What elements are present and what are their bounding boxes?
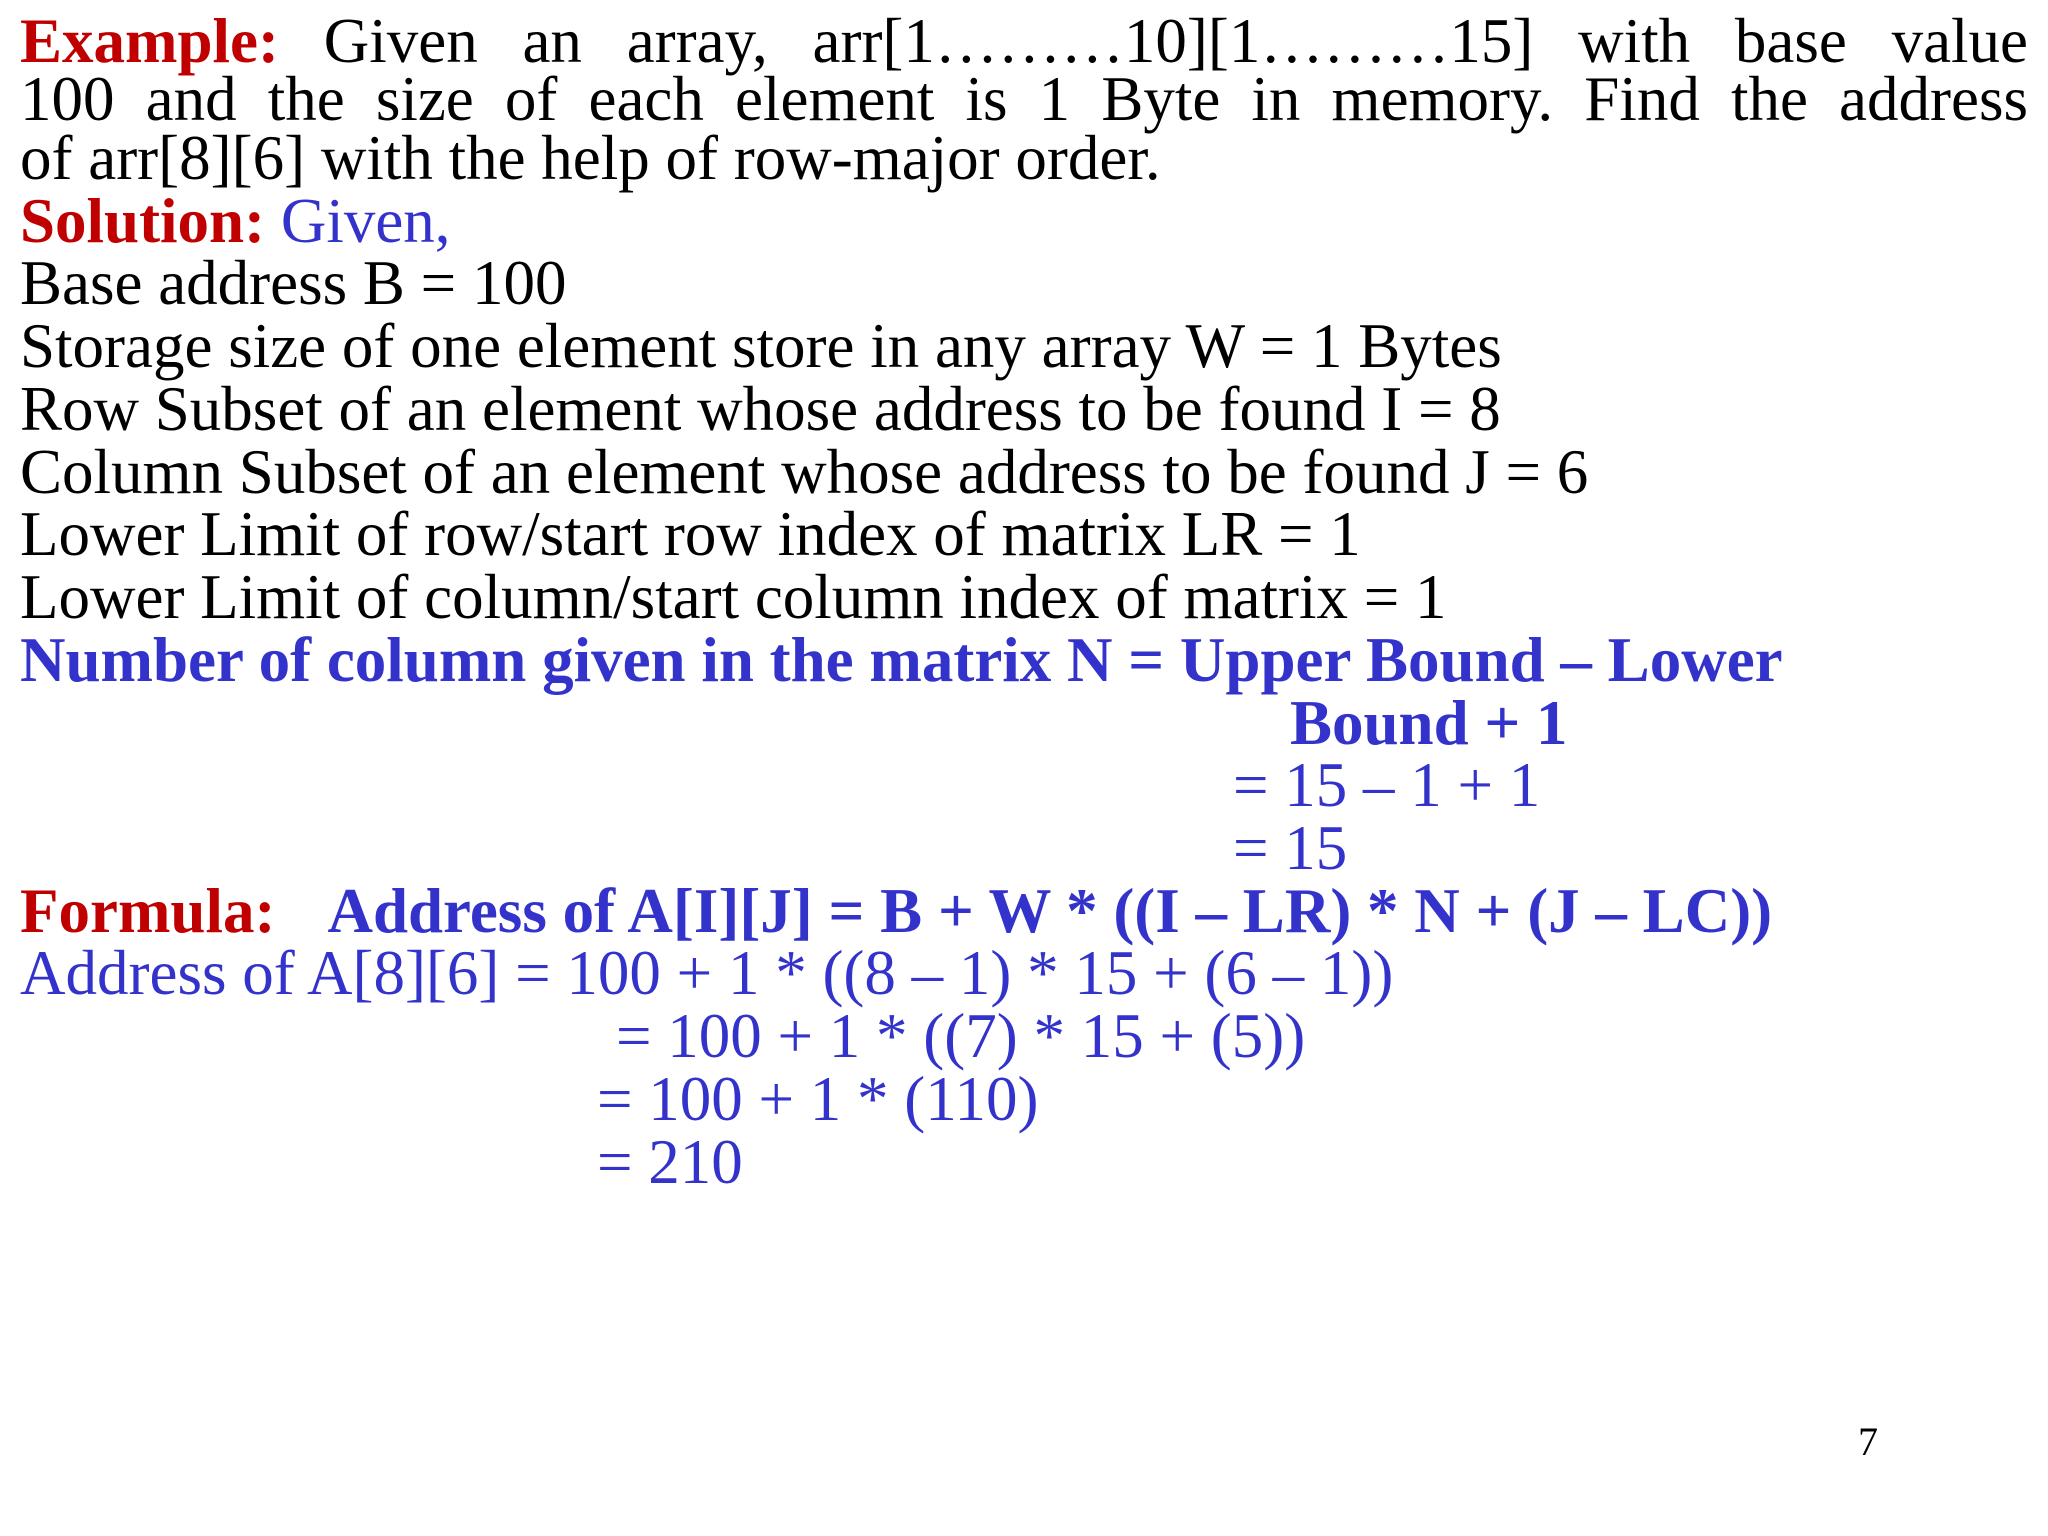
- given-base-address: Base address B = 100: [20, 248, 567, 318]
- solution-given: Given,: [280, 186, 451, 256]
- solution-heading: [20, 186, 451, 256]
- example-line-2: 100 and the size of each element is 1 Byte in memory. Find the address: [20, 64, 2028, 134]
- formula-label: Formula:: [20, 876, 276, 946]
- given-storage-size: Storage size of one element store in any array W = 1 Bytes: [20, 311, 1502, 381]
- example-label: Example:: [20, 6, 279, 76]
- calculation-line-1: Address of A[8][6] = 100 + 1 * ((8 – 1) * 15 + (6 – 1)): [20, 938, 1394, 1008]
- columns-definition-cont: Bound + 1: [1290, 688, 1568, 758]
- solution-label: Solution:: [20, 186, 266, 256]
- columns-definition: Number of column given in the matrix N = Upper Bound – Lower: [20, 625, 1783, 695]
- given-lower-limit-row: Lower Limit of row/start row index of matrix LR = 1: [20, 499, 1361, 569]
- calculation-result: = 210: [597, 1127, 743, 1197]
- given-column-subset: Column Subset of an element whose address to be found J = 6: [20, 437, 1589, 507]
- given-row-subset: Row Subset of an element whose address to be found I = 8: [20, 374, 1501, 444]
- columns-step-1: = 15 – 1 + 1: [1233, 750, 1541, 820]
- page-number: 7: [1858, 1419, 1878, 1464]
- example-text-1: Given an array, arr[1………10][1………15] with base value: [323, 6, 2028, 76]
- columns-step-2: = 15: [1233, 813, 1348, 883]
- calculation-step-2: = 100 + 1 * (110): [597, 1064, 1039, 1134]
- example-line-3: of arr[8][6] with the help of row-major order.: [20, 123, 1161, 193]
- given-lower-limit-column: Lower Limit of column/start column index of matrix = 1: [20, 562, 1447, 632]
- formula-line: [20, 876, 1773, 946]
- calculation-step-1: = 100 + 1 * ((7) * 15 + (5)): [616, 1001, 1306, 1071]
- formula-expression: Address of A[I][J] = B + W * ((I – LR) * N + (J – LC)): [327, 876, 1773, 946]
